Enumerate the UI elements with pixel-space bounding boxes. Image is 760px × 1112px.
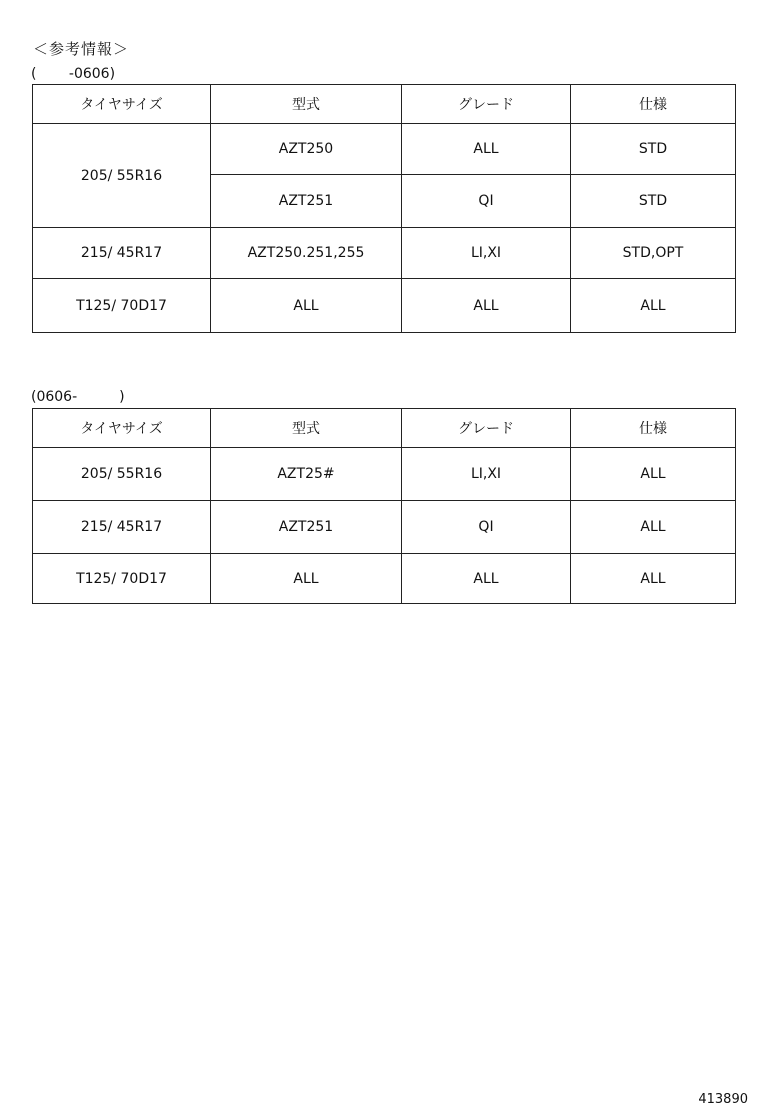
tire-spec-table-before-0606 <box>32 84 736 333</box>
spec-cell: ALL <box>571 448 736 501</box>
model-cell: AZT250 <box>211 124 402 175</box>
spec-cell: STD,OPT <box>571 228 736 279</box>
table-row <box>33 554 736 604</box>
model-cell: ALL <box>211 554 402 604</box>
tire-size-cell: 205/ 55R16 <box>33 448 211 501</box>
table-header-row <box>33 85 736 124</box>
tire-spec-table-after-0606 <box>32 408 736 604</box>
reference-info-heading: ＜参考情報＞ <box>33 40 130 58</box>
grade-cell: ALL <box>402 554 571 604</box>
tire-size-cell: T125/ 70D17 <box>33 279 211 333</box>
table-row <box>33 124 736 175</box>
tire-size-cell: 215/ 45R17 <box>33 228 211 279</box>
period-label-until-0606: ( -0606) <box>31 66 116 82</box>
header-grade: グレード <box>402 409 571 448</box>
header-tire-size: タイヤサイズ <box>33 85 211 124</box>
grade-cell: LI,XI <box>402 228 571 279</box>
table-row <box>33 501 736 554</box>
spec-cell: STD <box>571 124 736 175</box>
tire-size-cell: 205/ 55R16 <box>33 124 211 228</box>
table-row <box>33 279 736 333</box>
model-cell: AZT251 <box>211 175 402 228</box>
table-row <box>33 228 736 279</box>
model-cell: AZT25# <box>211 448 402 501</box>
tire-size-cell: 215/ 45R17 <box>33 501 211 554</box>
header-spec: 仕様 <box>571 409 736 448</box>
model-cell: AZT251 <box>211 501 402 554</box>
header-spec: 仕様 <box>571 85 736 124</box>
header-grade: グレード <box>402 85 571 124</box>
spec-cell: ALL <box>571 279 736 333</box>
grade-cell: ALL <box>402 124 571 175</box>
grade-cell: ALL <box>402 279 571 333</box>
grade-cell: QI <box>402 501 571 554</box>
grade-cell: LI,XI <box>402 448 571 501</box>
header-tire-size: タイヤサイズ <box>33 409 211 448</box>
spec-cell: STD <box>571 175 736 228</box>
table-header-row <box>33 409 736 448</box>
header-model: 型式 <box>211 409 402 448</box>
period-label-from-0606: (0606- ) <box>31 389 125 405</box>
model-cell: AZT250.251,255 <box>211 228 402 279</box>
grade-cell: QI <box>402 175 571 228</box>
tire-size-cell: T125/ 70D17 <box>33 554 211 604</box>
header-model: 型式 <box>211 85 402 124</box>
spec-cell: ALL <box>571 554 736 604</box>
model-cell: ALL <box>211 279 402 333</box>
table-row <box>33 448 736 501</box>
spec-cell: ALL <box>571 501 736 554</box>
figure-number: 413890 <box>698 1092 748 1107</box>
